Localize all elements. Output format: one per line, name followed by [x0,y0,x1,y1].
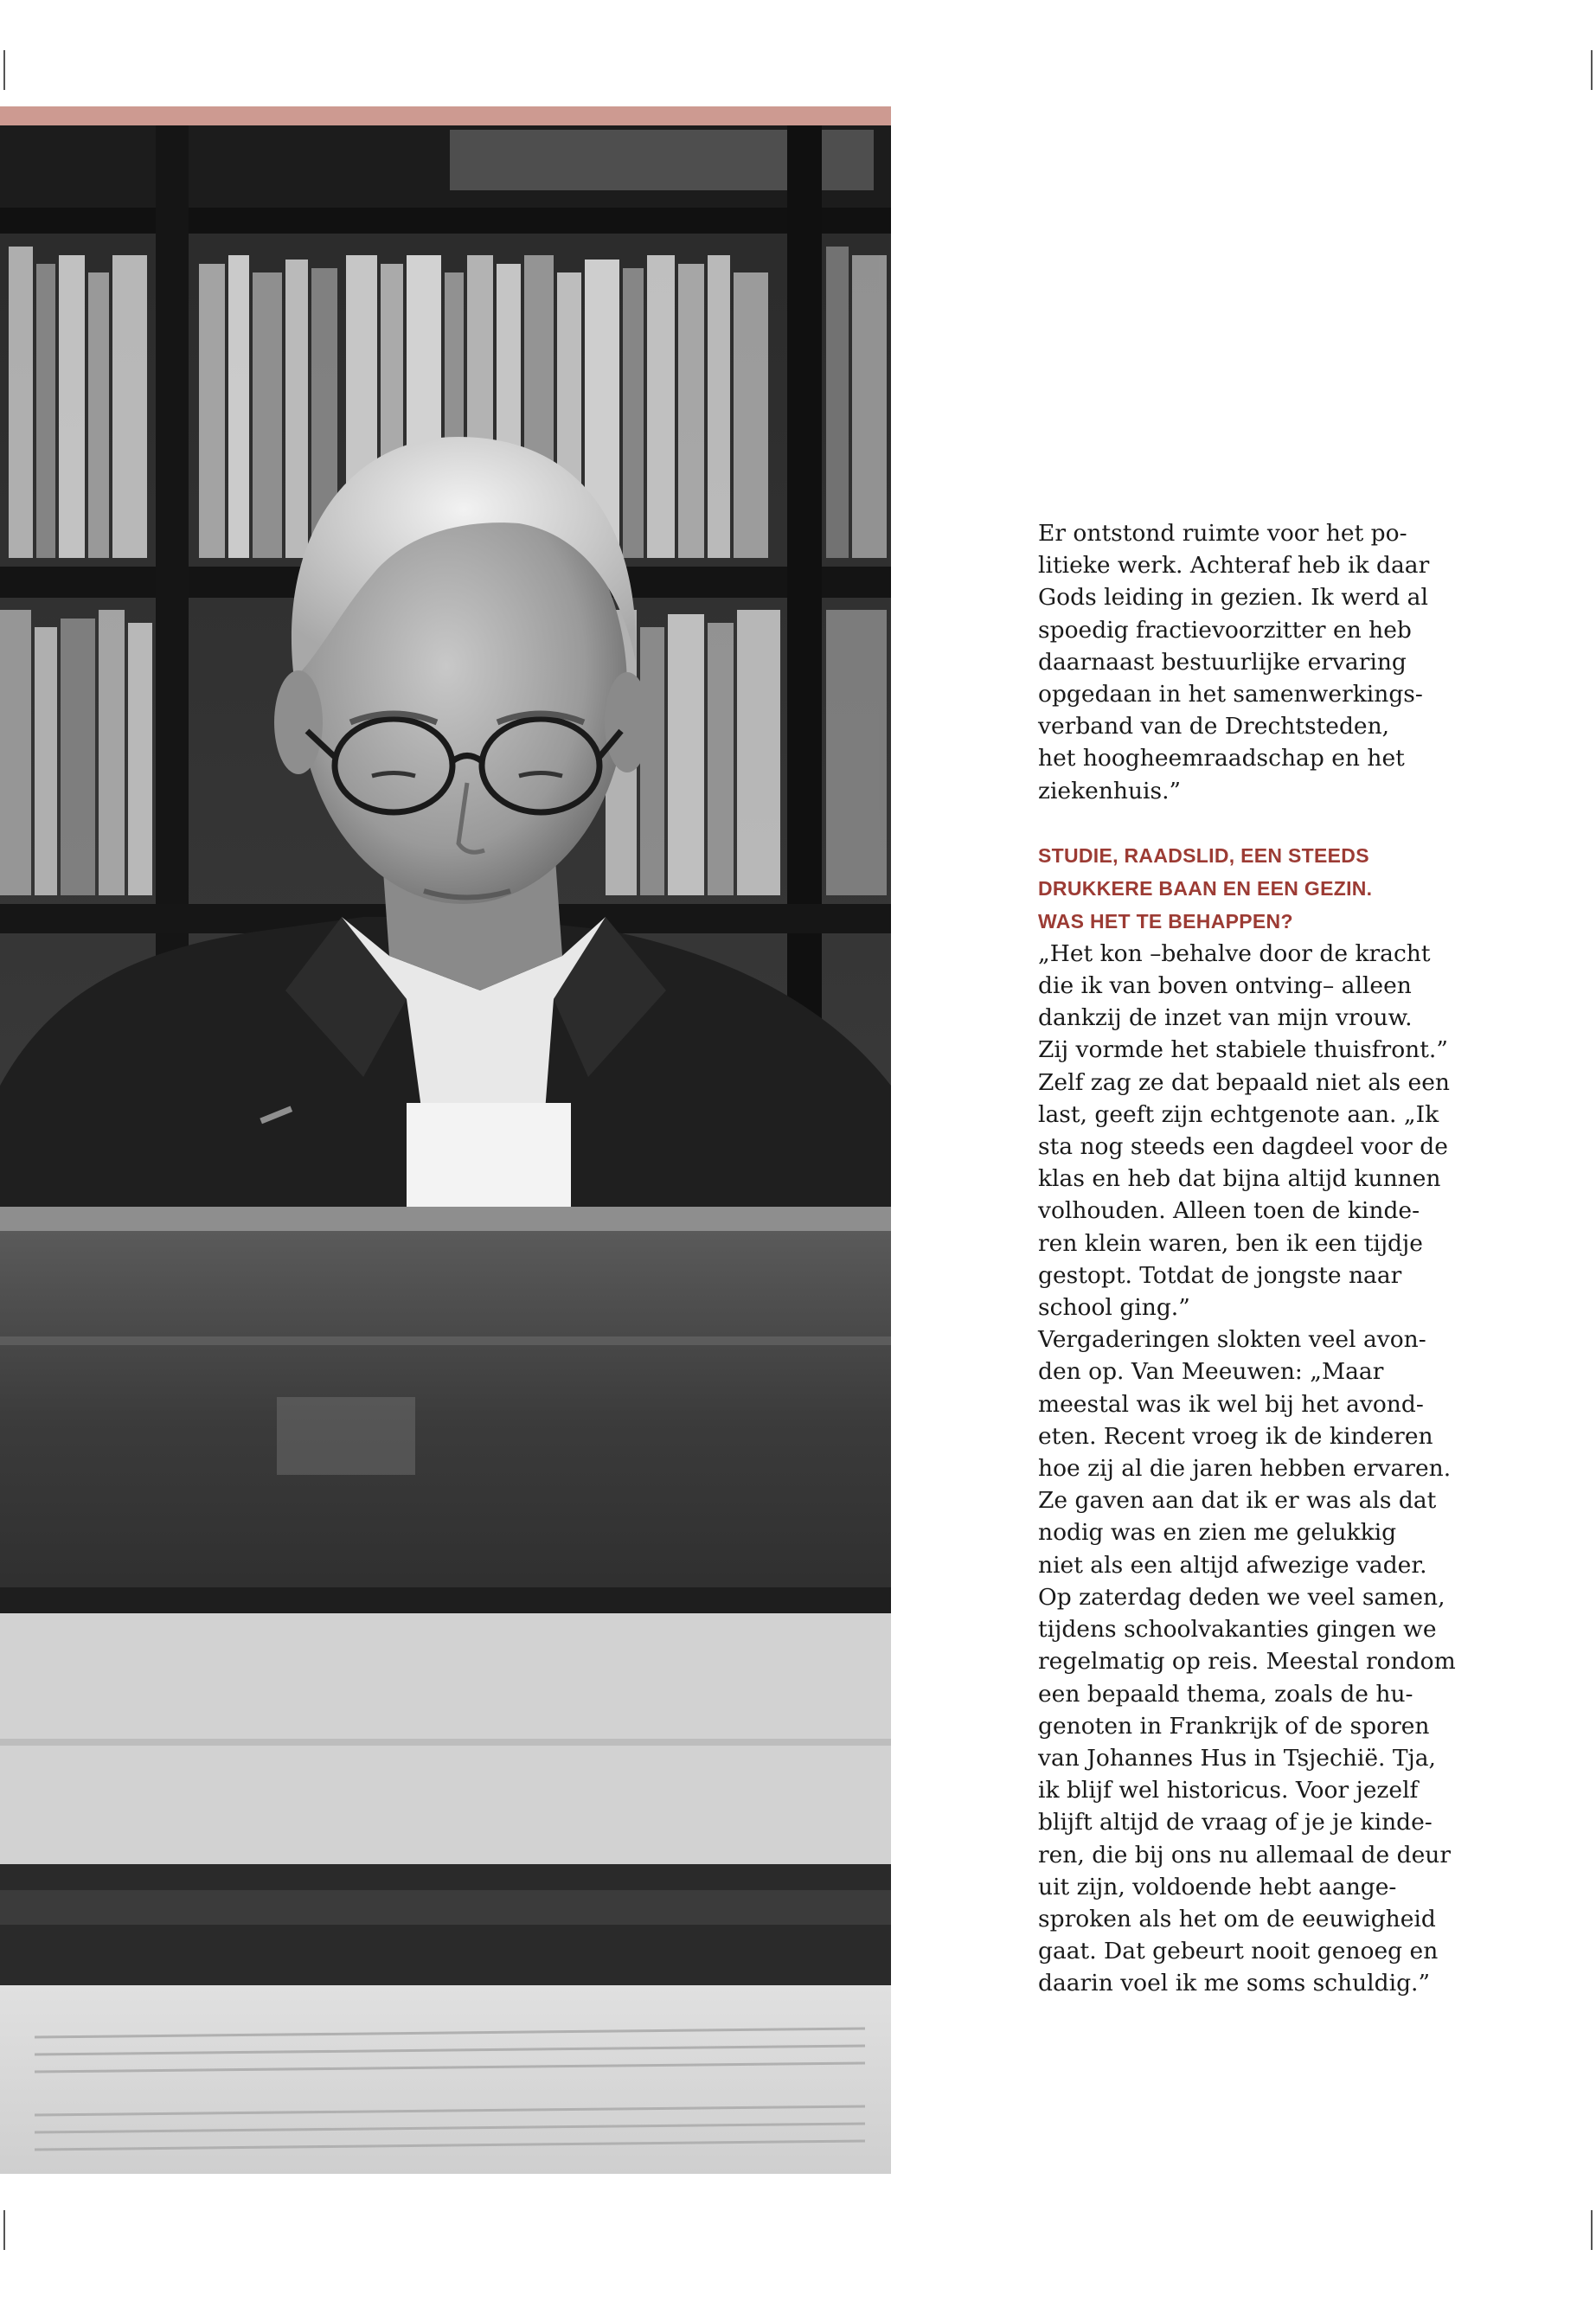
text-line: blijft altijd de vraag of je je kinde- [1038,1809,1433,1836]
text-line: eten. Recent vroeg ik de kinderen [1038,1422,1433,1450]
portrait-photo [0,125,891,2174]
crop-mark-bottom-left [3,2210,5,2250]
section-subheading [1038,839,1471,938]
text-line: genoten in Frankrijk of de sporen [1038,1712,1430,1740]
text-line: verband van de Drechtsteden, [1038,713,1390,740]
text-line: Gods leiding in gezien. Ik werd al [1038,584,1428,612]
text-line: volhouden. Alleen toen de kinde- [1038,1197,1420,1225]
text-line: nodig was en zien me gelukkig [1038,1519,1397,1547]
text-line: Vergaderingen slokten veel avon- [1038,1326,1426,1354]
text-line: ziekenhuis.” [1038,777,1182,804]
text-line: daarnaast bestuurlijke ervaring [1038,648,1407,676]
text-line: hoe zij al die jaren hebben ervaren. [1038,1455,1452,1483]
text-line: daarin voel ik me soms schuldig.” [1038,1970,1431,1997]
intro-paragraph [1038,517,1471,807]
text-line: uit zijn, voldoende hebt aange- [1038,1873,1397,1900]
subheading-line: WAS HET TE BEHAPPEN? [1038,909,1293,933]
text-line: meestal was ik wel bij het avond- [1038,1390,1424,1418]
text-line: sproken als het om de eeuwigheid [1038,1905,1436,1932]
text-line: een bepaald thema, zoals de hu- [1038,1680,1413,1708]
text-line: last, geeft zijn echtgenote aan. „Ik [1038,1100,1439,1128]
text-line: Zelf zag ze dat bepaald niet als een [1038,1068,1450,1096]
text-line: Er ontstond ruimte voor het po- [1038,520,1407,547]
text-line: gestopt. Totdat de jongste naar [1038,1261,1402,1289]
body-paragraph [1038,938,1471,2000]
accent-bar [0,106,891,125]
text-line: Op zaterdag deden we veel samen, [1038,1583,1445,1611]
text-line: opgedaan in het samenwerkings- [1038,681,1423,708]
text-line: „Het kon –behalve door de kracht [1038,939,1431,967]
text-line: die ik van boven ontving– alleen [1038,972,1412,1000]
article-column [1038,517,1471,2000]
crop-mark-bottom-right [1591,2210,1593,2250]
crop-mark-top-left [3,50,5,90]
text-line: gaat. Dat gebeurt nooit genoeg en [1038,1938,1439,1965]
text-line: Zij vormde het stabiele thuisfront.” [1038,1036,1448,1064]
text-line: het hoogheemraadschap en het [1038,745,1405,772]
text-line: van Johannes Hus in Tsjechië. Tja, [1038,1744,1436,1772]
text-line: ik blijf wel historicus. Voor jezelf [1038,1777,1419,1804]
text-line: ren klein waren, ben ik een tijdje [1038,1229,1423,1257]
text-line: klas en heb dat bijna altijd kunnen [1038,1165,1441,1193]
text-line: dankzij de inzet van mijn vrouw. [1038,1004,1413,1032]
text-line: sta nog steeds een dagdeel voor de [1038,1133,1448,1161]
subheading-line: STUDIE, RAADSLID, EEN STEEDS [1038,843,1369,867]
text-line: ren, die bij ons nu allemaal de deur [1038,1841,1451,1868]
text-line: den op. Van Meeuwen: „Maar [1038,1358,1384,1386]
text-line: litieke werk. Achteraf heb ik daar [1038,552,1430,580]
text-line: spoedig fractievoorzitter en heb [1038,616,1412,644]
text-line: regelmatig op reis. Meestal rondom [1038,1648,1456,1676]
text-line: Ze gaven aan dat ik er was als dat [1038,1487,1437,1515]
text-line: school ging.” [1038,1294,1190,1322]
subheading-line: DRUKKERE BAAN EN EEN GEZIN. [1038,876,1373,900]
text-line: tijdens schoolvakanties gingen we [1038,1616,1437,1644]
crop-mark-top-right [1591,50,1593,90]
text-line: niet als een altijd afwezige vader. [1038,1551,1427,1579]
